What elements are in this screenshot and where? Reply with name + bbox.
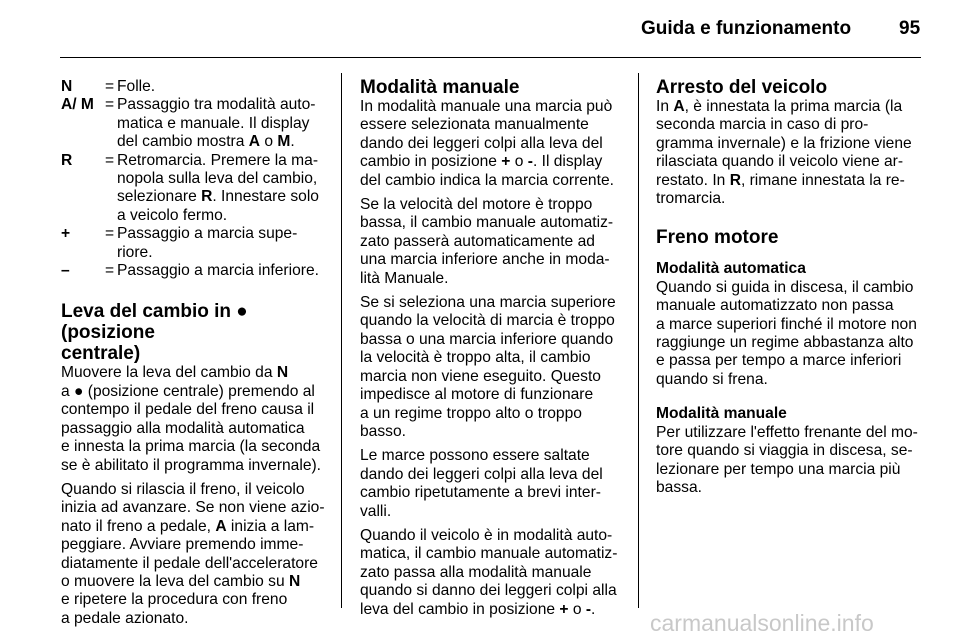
text-line: la velocità è troppo alta, il cambio bbox=[360, 349, 591, 367]
definition-key: R bbox=[61, 151, 73, 169]
text-line: a veicolo fermo. bbox=[117, 206, 228, 224]
heading-engine-brake: Freno motore bbox=[656, 227, 779, 249]
text-line: del cambio indica la marcia corrente. bbox=[360, 171, 614, 189]
definition-equals: = bbox=[105, 151, 115, 169]
header-rule bbox=[60, 57, 921, 58]
text-line: Per utilizzare l'effetto frenante del mo- bbox=[656, 423, 918, 441]
definition-text bbox=[117, 262, 325, 280]
paragraph-lever bbox=[61, 364, 325, 474]
text-line: diatamente il pedale dell'acceleratore bbox=[61, 554, 318, 572]
text-line: Se la velocità del motore è troppo bbox=[360, 196, 593, 214]
text-line: zato passerà automaticamente ad bbox=[360, 232, 595, 250]
text-line: marcia non viene eseguito. Questo bbox=[360, 367, 601, 385]
text-line: manuale automatizzato non passa bbox=[656, 297, 894, 315]
text-line: Se si seleziona una marcia superiore bbox=[360, 294, 616, 312]
text-line: raggiunge un regime abbastanza alto bbox=[656, 334, 914, 352]
text-line: quando si frena. bbox=[656, 370, 768, 388]
text-line: essere selezionata manualmente bbox=[360, 116, 589, 134]
text-line: a marce superiori finché il motore non bbox=[656, 315, 917, 333]
text-line: selezionare R. Innestare solo bbox=[117, 188, 319, 206]
text-line: quando la velocità di marcia è troppo bbox=[360, 312, 615, 330]
text-line: se è abilitato il programma invernale). bbox=[61, 456, 322, 474]
paragraph-automatic-mode bbox=[656, 279, 922, 389]
text-line: Quando il veicolo è in modalità auto- bbox=[360, 526, 613, 544]
definition-equals: = bbox=[105, 225, 115, 243]
heading-manual-mode: Modalità manuale bbox=[360, 77, 520, 98]
text-line: Le marce possono essere saltate bbox=[360, 447, 590, 465]
gear-definitions bbox=[61, 78, 325, 280]
paragraph-vehicle-stop bbox=[656, 98, 922, 208]
paragraph bbox=[360, 98, 624, 190]
text-line: peggiare. Avviare premendo imme- bbox=[61, 536, 304, 554]
text-line: una marcia inferiore anche in moda- bbox=[360, 251, 610, 269]
text-line: Leva del cambio in ● (posizione bbox=[61, 301, 248, 344]
definition-text bbox=[117, 225, 325, 262]
subheading-automatic-mode: Modalità automatica bbox=[656, 260, 806, 278]
paragraph bbox=[360, 196, 624, 288]
text-line: bassa, il cambio manuale automatiz- bbox=[360, 214, 614, 232]
subheading-manual-mode: Modalità manuale bbox=[656, 405, 787, 423]
text-line: In A, è innestata la prima marcia (la bbox=[656, 98, 903, 115]
column-divider-1 bbox=[341, 73, 342, 608]
paragraph bbox=[360, 527, 624, 619]
text-line: Folle. bbox=[117, 78, 156, 95]
text-line: quando si danno dei leggeri colpi alla bbox=[360, 582, 617, 600]
text-line: rilasciata quando il veicolo viene ar- bbox=[656, 153, 904, 171]
text-line: Muovere la leva del cambio da N bbox=[61, 364, 289, 382]
section-title: Guida e funzionamento bbox=[641, 18, 852, 39]
definition-key: + bbox=[61, 225, 71, 243]
text-line: e ripetere la procedura con freno bbox=[61, 591, 288, 609]
text-line: a ● (posizione centrale) premendo al bbox=[61, 382, 315, 400]
text-line: leva del cambio in posizione + o -. bbox=[360, 600, 596, 618]
column-3 bbox=[656, 78, 922, 497]
text-line: e passa per tempo a marce inferiori bbox=[656, 352, 902, 370]
text-line: seconda marcia in caso di pro- bbox=[656, 116, 869, 134]
definition-text bbox=[117, 96, 325, 151]
text-line: Quando si rilascia il freno, il veicolo bbox=[61, 480, 305, 498]
text-line: bassa o una marcia inferiore quando bbox=[360, 330, 614, 348]
text-line: centrale) bbox=[61, 343, 141, 365]
paragraph bbox=[360, 447, 624, 521]
paragraph-release-brake bbox=[61, 481, 325, 628]
text-line: valli. bbox=[360, 502, 392, 520]
definition-row bbox=[61, 96, 325, 151]
column-divider-2 bbox=[638, 73, 639, 608]
definition-row bbox=[61, 262, 325, 280]
text-line: dando dei leggeri colpi alla leva del bbox=[360, 465, 603, 483]
text-line: Retromarcia. Premere la ma- bbox=[117, 151, 319, 169]
text-line: cambio in posizione + o -. Il display bbox=[360, 153, 603, 171]
text-line: e innesta la prima marcia (la seconda bbox=[61, 438, 321, 456]
definition-row bbox=[61, 225, 325, 262]
definition-equals: = bbox=[105, 96, 115, 114]
text-line: Passaggio a marcia supe- bbox=[117, 225, 298, 243]
text-line: Passaggio tra modalità auto- bbox=[117, 96, 316, 114]
text-line: a un regime troppo alto o troppo bbox=[360, 404, 582, 422]
paragraph bbox=[360, 294, 624, 441]
heading-vehicle-stop: Arresto del veicolo bbox=[656, 77, 828, 98]
page-number: 95 bbox=[899, 18, 921, 39]
text-line: nopola sulla leva del cambio, bbox=[117, 170, 318, 188]
text-line: matica, il cambio manuale automatiz- bbox=[360, 545, 618, 563]
text-line: del cambio mostra A o M. bbox=[117, 133, 295, 151]
text-line: o muovere la leva del cambio su N bbox=[61, 572, 301, 590]
text-line: restato. In R, rimane innestata la re- bbox=[656, 171, 905, 189]
definition-row bbox=[61, 152, 325, 226]
definition-key: A/ M bbox=[61, 96, 94, 114]
text-line: a pedale azionato. bbox=[61, 609, 189, 627]
definition-text bbox=[117, 152, 325, 226]
watermark: carmanualsonline.info bbox=[650, 610, 874, 636]
text-line: impedisce al motore di funzionare bbox=[360, 386, 594, 404]
text-line: gramma invernale) e la frizione viene bbox=[656, 134, 912, 152]
text-line: passaggio alla modalità automatica bbox=[61, 419, 305, 437]
definition-equals: = bbox=[105, 262, 115, 280]
text-line: matica e manuale. Il display bbox=[117, 114, 310, 132]
text-line: nato il freno a pedale, A inizia a lam- bbox=[61, 517, 315, 535]
text-line: contempo il pedale del freno causa il bbox=[61, 401, 315, 419]
definition-key: N bbox=[61, 78, 73, 95]
text-line: In modalità manuale una marcia può bbox=[360, 98, 613, 115]
text-line: Quando si guida in discesa, il cambio bbox=[656, 278, 914, 296]
definition-equals: = bbox=[105, 78, 115, 95]
text-line: lezionare per tempo una marcia più bbox=[656, 460, 901, 478]
text-line: inizia ad avanzare. Se non viene azio- bbox=[61, 499, 325, 517]
definition-key: – bbox=[61, 262, 70, 280]
text-line: Passaggio a marcia inferiore. bbox=[117, 262, 319, 280]
text-line: basso. bbox=[360, 422, 406, 440]
heading-lever-center bbox=[61, 301, 325, 364]
column-2 bbox=[360, 78, 624, 619]
paragraph-manual-mode bbox=[656, 424, 922, 498]
text-line: bassa. bbox=[656, 478, 702, 496]
text-line: dando dei leggeri colpi alla leva del bbox=[360, 134, 603, 152]
text-line: tore quando si viaggia in discesa, se- bbox=[656, 442, 913, 460]
definition-row bbox=[61, 78, 325, 96]
text-line: cambio ripetutamente a brevi inter- bbox=[360, 484, 601, 502]
column-1 bbox=[61, 78, 325, 628]
text-line: riore. bbox=[117, 243, 153, 261]
manual-mode-text bbox=[360, 98, 624, 619]
text-line: tromarcia. bbox=[656, 190, 726, 208]
text-line: zato passa alla modalità manuale bbox=[360, 563, 592, 581]
text-line: lità Manuale. bbox=[360, 269, 449, 287]
definition-text bbox=[117, 78, 325, 96]
